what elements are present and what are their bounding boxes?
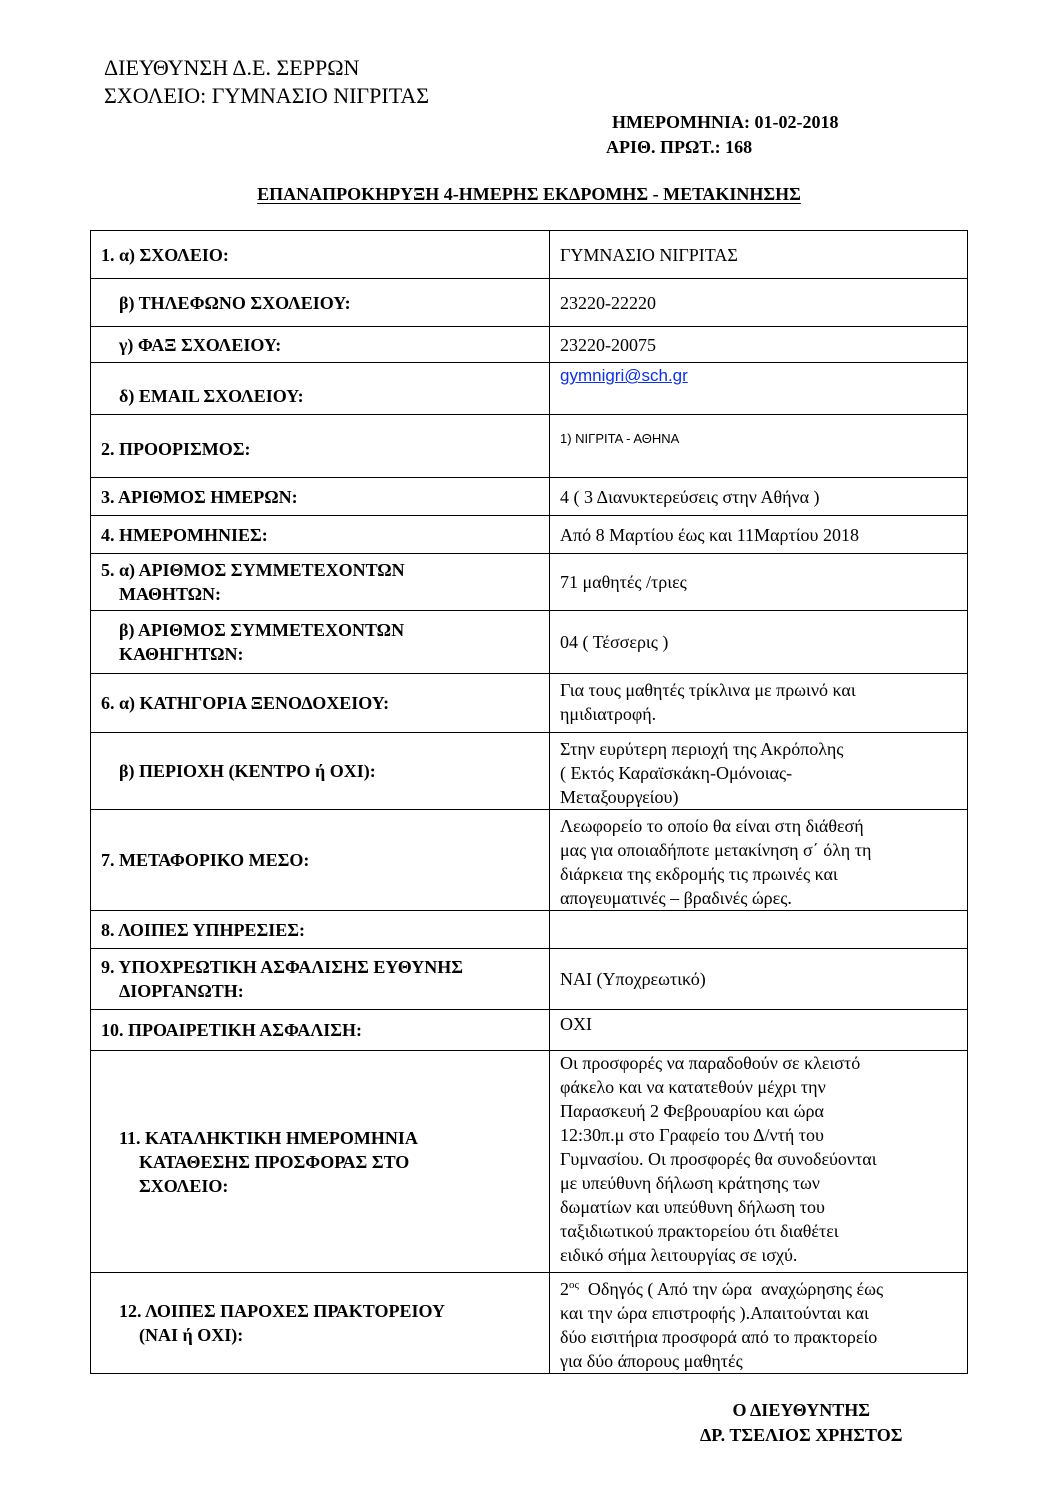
- row-label: 11. ΚΑΤΑΛΗΚΤΙΚΗ ΗΜΕΡΟΜΗΝΙΑ: [119, 1127, 418, 1148]
- signatory-name: ΔΡ. ΤΣΕΛΙΟΣ ΧΡΗΣΤΟΣ: [700, 1425, 903, 1445]
- row-value: ΝΑΙ (Υποχρεωτικό): [550, 949, 968, 1010]
- row-label: β) ΤΗΛΕΦΩΝΟ ΣΧΟΛΕΙΟΥ:: [119, 292, 351, 313]
- table-row: [91, 279, 968, 327]
- row-value-line: με υπεύθυνη δήλωση κράτησης των: [560, 1173, 820, 1193]
- table-row: [91, 478, 968, 516]
- document-header: [104, 54, 429, 110]
- row-value: Για τους μαθητές τρίκλινα με πρωινό και: [560, 680, 856, 700]
- row-label: β) ΠΕΡΙΟΧΗ (ΚΕΝΤΡΟ ή ΟΧΙ):: [119, 761, 376, 781]
- row-label-cont: ΚΑΘΗΓΗΤΩΝ:: [119, 644, 244, 664]
- directorate-line: ΔΙΕΥΘΥΝΣΗ Δ.Ε. ΣΕΡΡΩΝ: [104, 55, 360, 80]
- row-value: [550, 911, 968, 949]
- row-value: ( Εκτός Καραϊσκάκη-Ομόνοιας-: [560, 763, 793, 783]
- row-value: απογευματινές – βραδινές ώρες.: [560, 888, 792, 908]
- row-value: Μεταξουργείου): [560, 787, 679, 807]
- email-link[interactable]: gymnigri@sch.gr: [560, 366, 688, 385]
- row-value-line: Οι προσφορές να παραδοθούν σε κλειστό: [560, 1053, 861, 1073]
- row-value: Από 8 Μαρτίου έως και 11Μαρτίου 2018: [550, 516, 968, 554]
- row-value-line: για δύο άπορους μαθητές: [560, 1351, 743, 1371]
- table-row: [91, 810, 968, 911]
- row-label: 12. ΛΟΙΠΕΣ ΠΑΡΟΧΕΣ ΠΡΑΚΤΟΡΕΙΟΥ: [119, 1301, 445, 1321]
- table-row: [91, 1051, 968, 1273]
- protocol-number: ΑΡΙΘ. ΠΡΩΤ.: 168: [606, 137, 753, 157]
- table-row: [91, 949, 968, 1010]
- row-value: 04 ( Τέσσερις ): [550, 611, 968, 674]
- row-value-line: δωματίων και υπεύθυνη δήλωση του: [560, 1197, 825, 1217]
- row-value-line: ταξιδιωτικού πρακτορείου ότι διαθέτει: [560, 1221, 839, 1241]
- signature-block: [700, 1398, 903, 1448]
- table-row: [91, 733, 968, 810]
- row-label: 9. ΥΠΟΧΡΕΩΤΙΚΗ ΑΣΦΑΛΙΣΗΣ ΕΥΘΥΝΗΣ: [101, 957, 463, 977]
- row-value: 1) ΝΙΓΡΙΤΑ - ΑΘΗΝΑ: [560, 431, 680, 446]
- row-value: 4 ( 3 Διανυκτερεύσεις στην Αθήνα ): [550, 478, 968, 516]
- trip-details-table: [90, 230, 968, 1374]
- row-label-cont: ΜΑΘΗΤΩΝ:: [119, 584, 222, 604]
- row-label: 10. ΠΡΟΑΙΡΕΤΙΚΗ ΑΣΦΑΛΙΣΗ:: [91, 1010, 550, 1051]
- row-value: μας για οποιαδήποτε μετακίνηση σ΄ όλη τη: [560, 840, 872, 860]
- document-date: ΗΜΕΡΟΜΗΝΙΑ: 01-02-2018: [612, 112, 839, 132]
- row-value: 23220-22220: [550, 279, 968, 327]
- row-value-line: Γυμνασίου. Οι προσφορές θα συνοδεύονται: [560, 1149, 877, 1169]
- table-row: [91, 1273, 968, 1374]
- row-label: 2. ΠΡΟΟΡΙΣΜΟΣ:: [91, 415, 550, 478]
- table-row: [91, 674, 968, 733]
- document-title: ΕΠΑΝΑΠΡΟΚΗΡΥΞΗ 4-ΗΜΕΡΗΣ ΕΚΔΡΟΜΗΣ - ΜΕΤΑΚΙΝΗΣΗΣ: [257, 184, 801, 204]
- row-label-cont: ΣΧΟΛΕΙΟ:: [139, 1175, 229, 1196]
- row-value-line: δύο εισιτήρια προσφορά από το πρακτορείο: [560, 1327, 878, 1347]
- table-row: [91, 516, 968, 554]
- row-value: ΟΧΙ: [550, 1010, 968, 1051]
- row-value: 23220-20075: [550, 327, 968, 363]
- row-value-line: φάκελο και να κατατεθούν μέχρι την: [560, 1077, 826, 1097]
- table-row: [91, 415, 968, 478]
- row-value: Λεωφορείο το οποίο θα είναι στη διάθεσή: [560, 816, 864, 836]
- row-label-cont: ΔΙΟΡΓΑΝΩΤΗ:: [119, 981, 244, 1001]
- table-row: [91, 1010, 968, 1051]
- row-value: ΓΥΜΝΑΣΙΟ ΝΙΓΡΙΤΑΣ: [550, 231, 968, 279]
- row-value: 71 μαθητές /τριες: [550, 554, 968, 611]
- row-value-line: 12:30π.μ στο Γραφείο του Δ/ντή του: [560, 1125, 824, 1145]
- table-row: [91, 327, 968, 363]
- table-row: [91, 363, 968, 415]
- row-label: 1. α) ΣΧΟΛΕΙΟ:: [91, 231, 550, 279]
- row-label-cont: ΚΑΤΑΘΕΣΗΣ ΠΡΟΣΦΟΡΑΣ ΣΤΟ: [139, 1151, 410, 1172]
- row-label: δ) EMAIL ΣΧΟΛΕΙΟΥ:: [119, 385, 304, 406]
- row-label: β) ΑΡΙΘΜΟΣ ΣΥΜΜΕΤΕΧΟΝΤΩΝ: [119, 620, 405, 640]
- row-label: 4. ΗΜΕΡΟΜΗΝΙΕΣ:: [91, 516, 550, 554]
- school-line: ΣΧΟΛΕΙΟ: ΓΥΜΝΑΣΙΟ ΝΙΓΡΙΤΑΣ: [104, 83, 430, 108]
- row-label: 6. α) ΚΑΤΗΓΟΡΙΑ ΞΕΝΟΔΟΧΕΙΟΥ:: [91, 674, 550, 733]
- row-label: 3. ΑΡΙΘΜΟΣ ΗΜΕΡΩΝ:: [91, 478, 550, 516]
- table-row: [91, 911, 968, 949]
- row-label: 7. ΜΕΤΑΦΟΡΙΚΟ ΜΕΣΟ:: [91, 810, 550, 911]
- row-value-line: Παρασκευή 2 Φεβρουαρίου και ώρα: [560, 1101, 824, 1121]
- row-label: 5. α) ΑΡΙΘΜΟΣ ΣΥΜΜΕΤΕΧΟΝΤΩΝ: [101, 560, 405, 580]
- row-label: 8. ΛΟΙΠΕΣ ΥΠΗΡΕΣΙΕΣ:: [91, 911, 550, 949]
- row-value: Στην ευρύτερη περιοχή της Ακρόπολης: [560, 739, 844, 759]
- table-row: [91, 231, 968, 279]
- row-value: ημιδιατροφή.: [560, 704, 657, 724]
- row-value-line: ειδικό σήμα λειτουργίας σε ισχύ.: [560, 1245, 798, 1265]
- row-value-line: και την ώρα επιστροφής ).Απαιτούνται και: [560, 1303, 869, 1323]
- signatory-role: Ο ΔΙΕΥΘΥΝΤΗΣ: [732, 1400, 870, 1420]
- table-row: [91, 611, 968, 674]
- document-meta: [606, 110, 839, 160]
- row-label: γ) ΦΑΞ ΣΧΟΛΕΙΟΥ:: [119, 334, 282, 355]
- row-label-cont: (ΝΑΙ ή ΟΧΙ):: [139, 1325, 244, 1345]
- row-value: διάρκεια της εκδρομής τις πρωινές και: [560, 864, 838, 884]
- table-row: [91, 554, 968, 611]
- row-value-line: $2^{o\varsigma}$ Οδηγός ( Από την ώρα αναχώρησης έως: [560, 1279, 884, 1299]
